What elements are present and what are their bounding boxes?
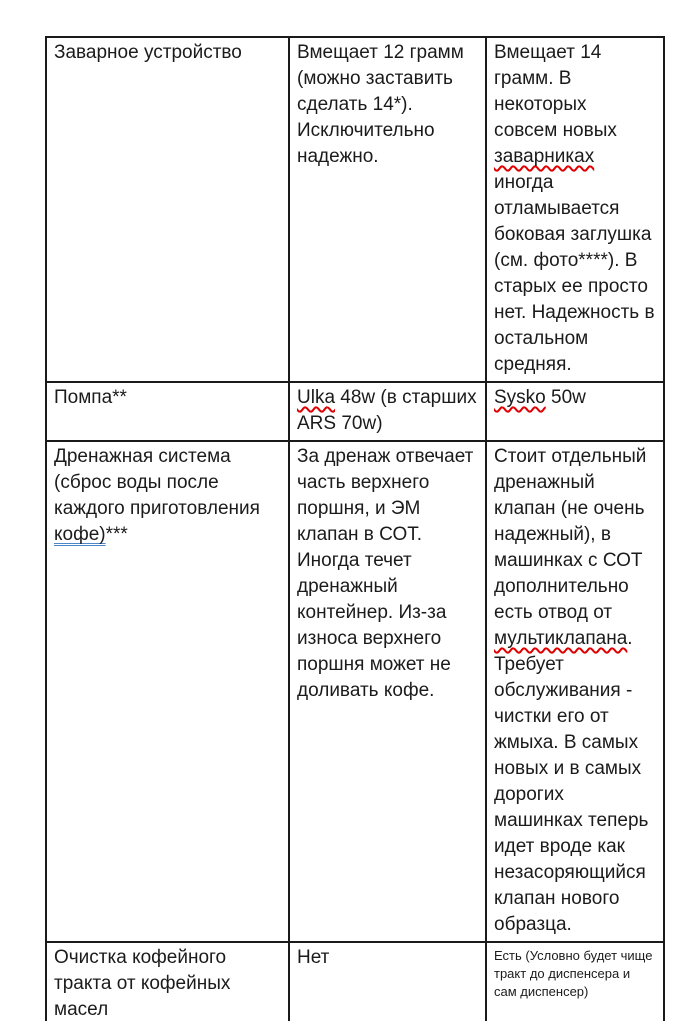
spellcheck-flagged-word: мультиклапана xyxy=(494,628,628,649)
cell-text: Очистка кофейного тракта от кофейных масел xyxy=(54,947,231,1020)
cell-drainage-machine-a xyxy=(289,441,486,942)
cell-text: Нет xyxy=(297,947,330,968)
cell-drainage-feature xyxy=(46,441,289,942)
spellcheck-flagged-word: Ulka xyxy=(297,387,336,408)
comparison-table xyxy=(45,36,665,1021)
spellcheck-flagged-word: Sysko xyxy=(494,387,546,408)
table-row-pump xyxy=(46,382,664,441)
cell-oils-cleaning-feature xyxy=(46,942,289,1021)
cell-text: *** xyxy=(105,524,128,545)
cell-text: За дренаж отвечает часть верхнего поршня, и ЭМ клапан в СОТ. Иногда течет дренажный контейнер. Из-за износа верхнего поршня может не доливать кофе. xyxy=(297,446,474,701)
cell-text: Вмещает 14 грамм. В некоторых совсем новых xyxy=(494,42,617,141)
table-row-brew-unit xyxy=(46,37,664,382)
cell-oils-cleaning-machine-b xyxy=(486,942,664,1021)
spellcheck-flagged-word: заварниках xyxy=(494,146,595,167)
cell-brew-unit-feature xyxy=(46,37,289,382)
table-row-drainage-system xyxy=(46,441,664,942)
cell-text: Вмещает 12 грамм (можно заставить сделать 14*). Исключительно надежно. xyxy=(297,42,464,167)
cell-brew-unit-machine-a xyxy=(289,37,486,382)
cell-text: . Требует обслуживания - чистки его от жмыха. В самых новых и в самых дорогих машинках теперь идет вроде как незасоряющийся клапан нового образца. xyxy=(494,628,649,935)
cell-text: Есть (Условно будет чище тракт до диспенсера и сам диспенсер) xyxy=(494,948,653,999)
cell-oils-cleaning-machine-a xyxy=(289,942,486,1021)
cell-text: Стоит отдельный дренажный клапан (не очень надежный), в машинках с СОТ дополнительно есть отвод от xyxy=(494,446,647,623)
cell-text: Заварное устройство xyxy=(54,42,242,63)
table-row-coffee-oils-cleaning xyxy=(46,942,664,1021)
cell-drainage-machine-b xyxy=(486,441,664,942)
cell-pump-machine-a xyxy=(289,382,486,441)
cell-text: Дренажная система (сброс воды после каждого приготовления xyxy=(54,446,260,519)
cell-text: Помпа** xyxy=(54,387,127,408)
cell-pump-machine-b xyxy=(486,382,664,441)
cell-text: 48w (в старших ARS 70w) xyxy=(297,387,477,434)
cell-pump-feature xyxy=(46,382,289,441)
cell-text: иногда отламывается боковая заглушка (см. фото****). В старых ее просто нет. Надежность в остальном средняя. xyxy=(494,172,655,375)
grammar-flagged-text: кофе) xyxy=(54,524,106,545)
cell-text: 50w xyxy=(545,387,586,408)
cell-brew-unit-machine-b xyxy=(486,37,664,382)
